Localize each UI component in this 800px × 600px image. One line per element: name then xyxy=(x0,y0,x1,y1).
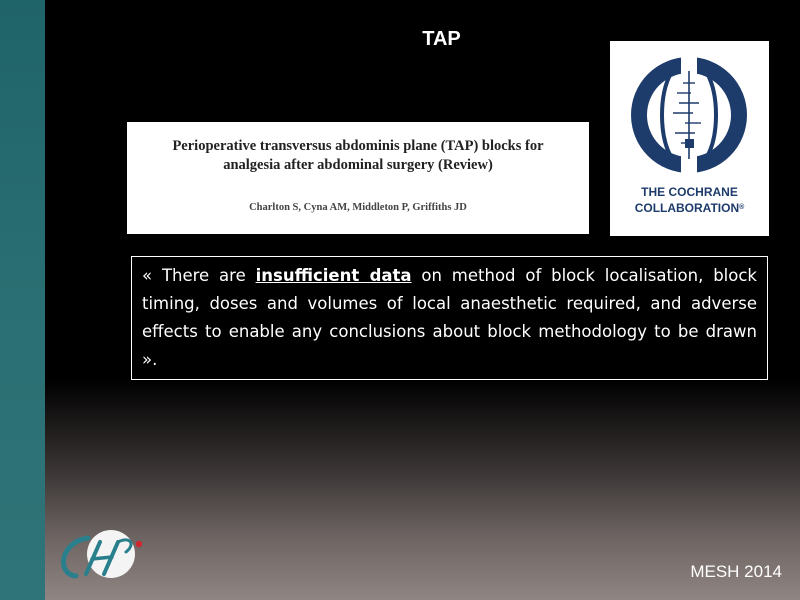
paper-title-line2: analgesia after abdominal surgery (Review) xyxy=(223,157,493,173)
side-bar xyxy=(0,0,45,600)
paper-title-line1: Perioperative transversus abdominis plane (TAP) blocks for xyxy=(172,138,544,154)
paper-citation-image xyxy=(127,122,589,234)
cochrane-logo-icon xyxy=(629,55,749,175)
paper-title xyxy=(127,137,589,175)
chu-logo-icon xyxy=(54,528,149,583)
cochrane-logo-line2: COLLABORATION xyxy=(634,201,740,215)
cochrane-logo xyxy=(610,41,769,236)
cochrane-logo-text xyxy=(610,184,769,216)
registered-mark: ® xyxy=(739,204,745,211)
quote-emphasis: insufficient data xyxy=(255,266,412,285)
cochrane-logo-line1: THE COCHRANE xyxy=(641,185,738,199)
quote-box xyxy=(131,256,768,380)
paper-authors: Charlton S, Cyna AM, Middleton P, Griffiths JD xyxy=(249,202,467,213)
quote-open: « There are xyxy=(142,266,256,285)
quote-rest: on method of block localisation, block timing, doses and volumes of local anaesthetic required, and adverse effects to enable any conclusions about block methodology to be drawn ». xyxy=(142,266,757,369)
slide-title: TAP xyxy=(422,28,461,50)
footer-text: MESH 2014 xyxy=(690,562,782,581)
